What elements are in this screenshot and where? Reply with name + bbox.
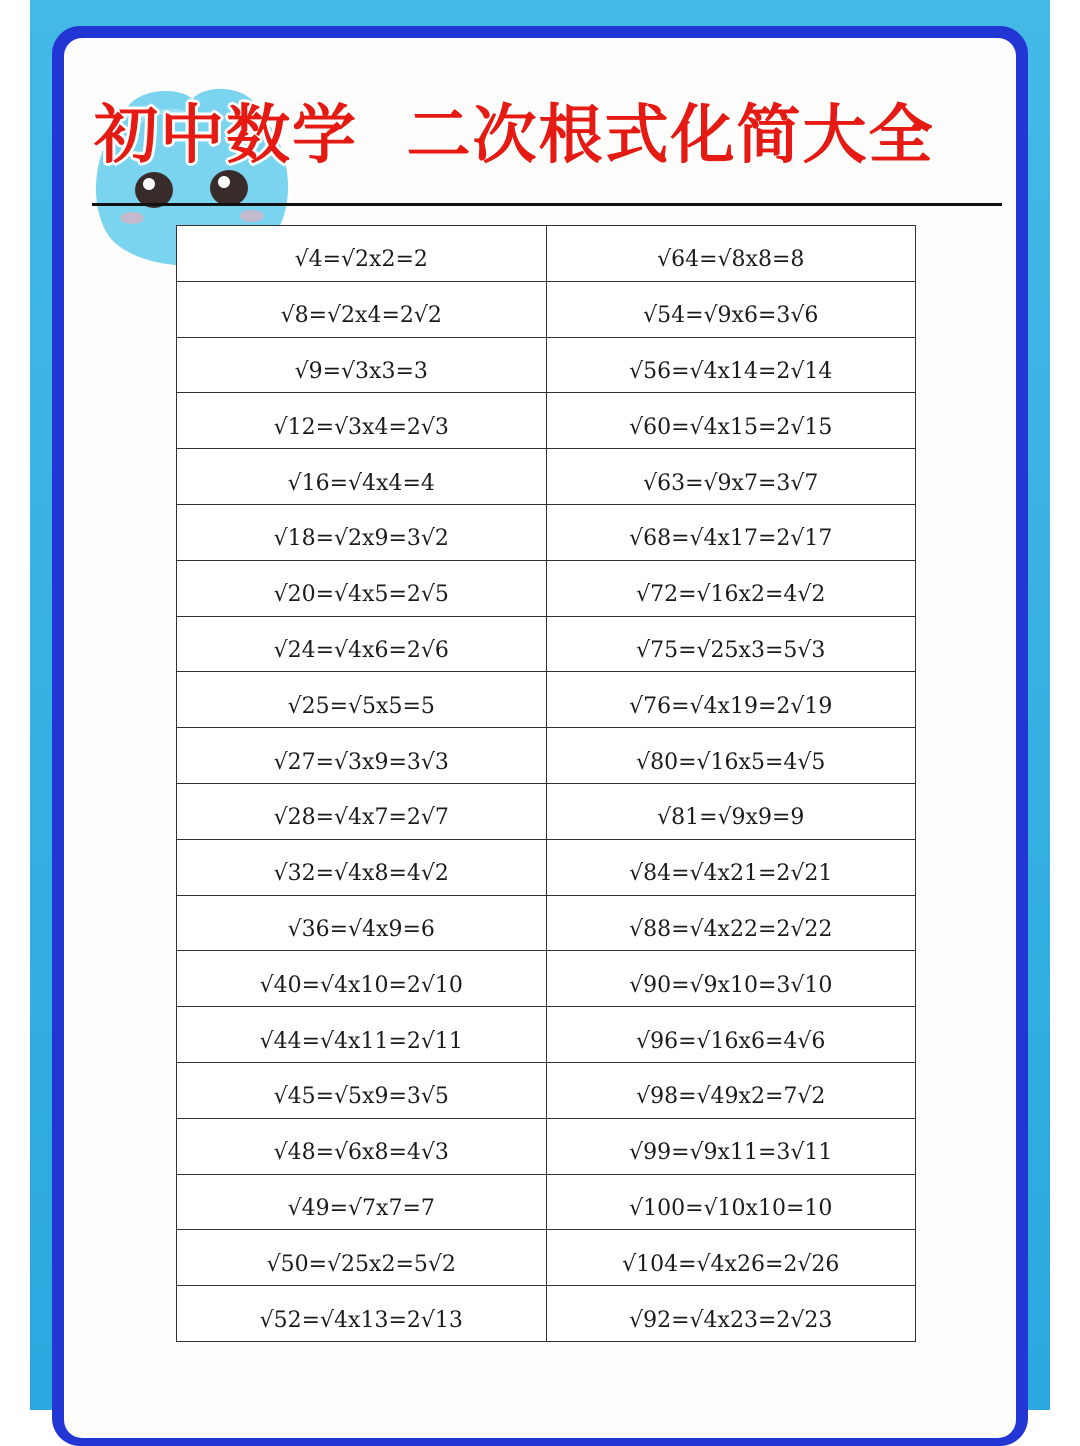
table-row	[177, 783, 916, 839]
table-body	[177, 226, 916, 1342]
table-cell-left: √16=√4x4=4	[177, 449, 547, 505]
table-cell-left: √36=√4x9=6	[177, 895, 547, 951]
table-cell-left: √28=√4x7=2√7	[177, 783, 547, 839]
table-cell-right: √75=√25x3=5√3	[546, 616, 916, 672]
table-row	[177, 1062, 916, 1118]
table-cell-left: √8=√2x4=2√2	[177, 281, 547, 337]
table-cell-right: √88=√4x22=2√22	[546, 895, 916, 951]
table-cell-right: √96=√16x6=4√6	[546, 1007, 916, 1063]
table-cell-left: √24=√4x6=2√6	[177, 616, 547, 672]
radical-table	[176, 225, 916, 1342]
table-cell-right: √64=√8x8=8	[546, 226, 916, 282]
table-row	[177, 839, 916, 895]
table-row	[177, 1007, 916, 1063]
table-cell-left: √4=√2x2=2	[177, 226, 547, 282]
table-row	[177, 337, 916, 393]
table-cell-left: √20=√4x5=2√5	[177, 560, 547, 616]
table-cell-right: √72=√16x2=4√2	[546, 560, 916, 616]
table-cell-left: √18=√2x9=3√2	[177, 504, 547, 560]
table-cell-right: √60=√4x15=2√15	[546, 393, 916, 449]
table-cell-left: √32=√4x8=4√2	[177, 839, 547, 895]
table-cell-left: √12=√3x4=2√3	[177, 393, 547, 449]
table-row	[177, 1230, 916, 1286]
table-row	[177, 728, 916, 784]
table-cell-right: √81=√9x9=9	[546, 783, 916, 839]
table-row	[177, 226, 916, 282]
table-cell-left: √27=√3x9=3√3	[177, 728, 547, 784]
table-row	[177, 1286, 916, 1342]
page-title: 初中数学 二次根式化简大全	[94, 99, 935, 173]
table-cell-right: √99=√9x11=3√11	[546, 1118, 916, 1174]
table-cell-right: √68=√4x17=2√17	[546, 504, 916, 560]
table-cell-left: √44=√4x11=2√11	[177, 1007, 547, 1063]
table-cell-right: √56=√4x14=2√14	[546, 337, 916, 393]
table-cell-right: √104=√4x26=2√26	[546, 1230, 916, 1286]
table-cell-left: √40=√4x10=2√10	[177, 951, 547, 1007]
table-cell-left: √45=√5x9=3√5	[177, 1062, 547, 1118]
table-row	[177, 504, 916, 560]
table-cell-left: √50=√25x2=5√2	[177, 1230, 547, 1286]
table-row	[177, 895, 916, 951]
table-cell-right: √76=√4x19=2√19	[546, 672, 916, 728]
table-row	[177, 951, 916, 1007]
table-cell-right: √80=√16x5=4√5	[546, 728, 916, 784]
table-cell-right: √98=√49x2=7√2	[546, 1062, 916, 1118]
table-cell-right: √63=√9x7=3√7	[546, 449, 916, 505]
table-row	[177, 672, 916, 728]
table-row	[177, 1174, 916, 1230]
table-row	[177, 281, 916, 337]
table-cell-right: √92=√4x23=2√23	[546, 1286, 916, 1342]
table-row	[177, 560, 916, 616]
table-row	[177, 393, 916, 449]
table-cell-left: √9=√3x3=3	[177, 337, 547, 393]
table-row	[177, 449, 916, 505]
table-cell-right: √100=√10x10=10	[546, 1174, 916, 1230]
table-cell-right: √54=√9x6=3√6	[546, 281, 916, 337]
table-cell-right: √84=√4x21=2√21	[546, 839, 916, 895]
table-row	[177, 616, 916, 672]
table-cell-left: √25=√5x5=5	[177, 672, 547, 728]
table-row	[177, 1118, 916, 1174]
table-cell-left: √49=√7x7=7	[177, 1174, 547, 1230]
table-cell-left: √52=√4x13=2√13	[177, 1286, 547, 1342]
table-cell-left: √48=√6x8=4√3	[177, 1118, 547, 1174]
table-cell-right: √90=√9x10=3√10	[546, 951, 916, 1007]
title-underline	[92, 203, 1002, 206]
